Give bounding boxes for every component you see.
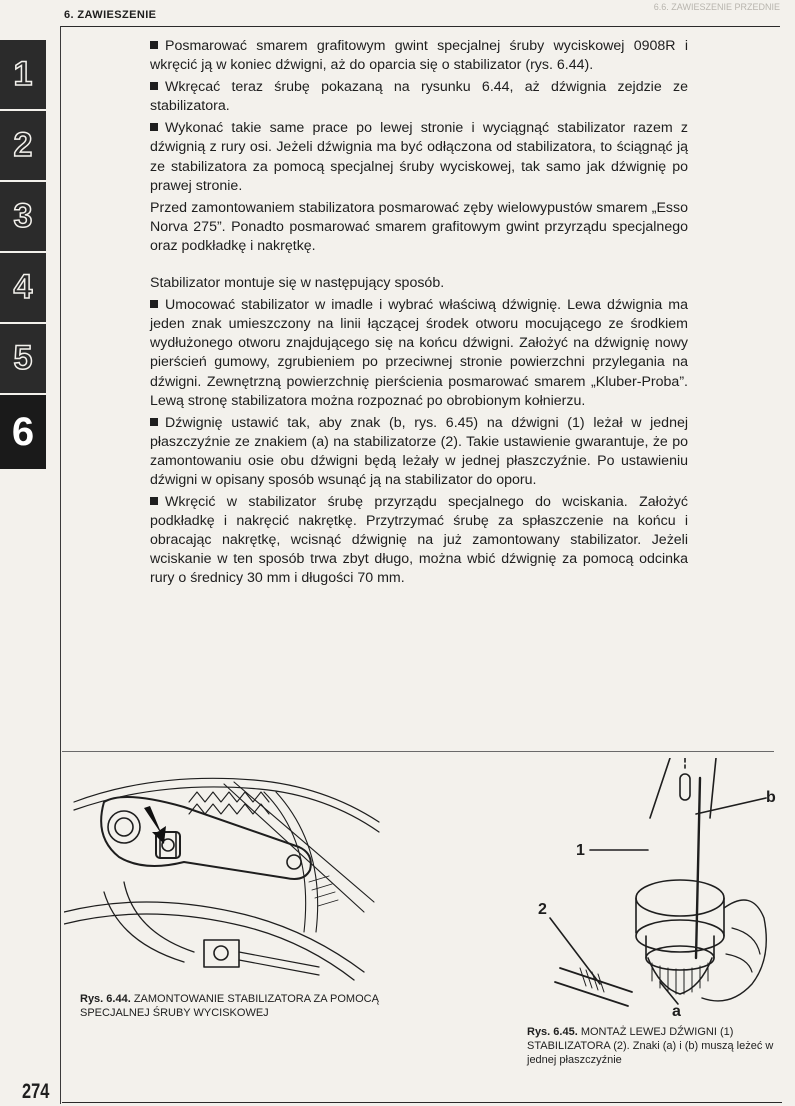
bullet-square-icon — [150, 82, 158, 90]
bleed-through-text: 6.6. ZAWIESZENIE PRZEDNIE — [653, 2, 780, 12]
paragraph: Wkręcić w stabilizator śrubę przyrządu specjalnego do wciskania. Założyć podkładkę i nakręcić nakrętkę. Przytrzymać śrubę za spłaszczenie na końcu i obracając nakrętkę, wcisnąć dźwignię na już zamontowany stabilizator. Jeżeli wciskanie w ten sposób trwa zbyt długo, można wbić dźwignię za pomocą odcinka rury o średnicy 30 mm i długości 70 mm. — [150, 494, 688, 587]
caption-number: Rys. 6.44. — [80, 993, 131, 1005]
chapter-tab-5[interactable]: 5 — [0, 324, 46, 395]
caption-text: ZAMONTOWANIE STABILIZATORA ZA POMOCĄ SPECJALNEJ ŚRUBY WYCISKOWEJ — [80, 993, 379, 1019]
figure-6-44-caption — [80, 992, 400, 1020]
paragraph: Dźwignię ustawić tak, aby znak (b, rys. 6.45) na dźwigni (1) leżał w jednej płaszczyźnie ze znakiem (a) na stabilizatorze (2). Takie ustawienie gwarantuje, że po zamontowaniu osie obu dźwigni będą leżały w jednej płaszczyźnie. Po ustawieniu dźwigni w opisany sposób wsunąć ją na stabilizator do oporu. — [150, 414, 688, 488]
body-text — [150, 37, 688, 592]
page-number: 274 — [22, 1080, 50, 1103]
figure-6-45-drawing — [520, 758, 782, 1020]
paragraph: Wkręcać teraz śrubę pokazaną na rysunku 6.44, aż dźwignia zejdzie ze stabilizatora. — [150, 79, 688, 115]
bullet-square-icon — [150, 300, 158, 308]
caption-text: MONTAŻ LEWEJ DŹWIGNI (1) STABILIZATORA (2). Znaki (a) i (b) muszą leżeć w jednej płaszczyźnie — [527, 1026, 774, 1066]
bullet-square-icon — [150, 123, 158, 131]
paragraph: Przed zamontowaniem stabilizatora posmarować zęby wielowypustów smarem „Esso Norva 275”. Ponadto posmarować smarem grafitowym gwint przyrządu specjalnego oraz podkładkę i nakrętkę. — [150, 199, 688, 254]
chapter-tabs — [0, 40, 46, 471]
chapter-title: 6. ZAWIESZENIE — [64, 9, 157, 21]
paragraph: Umocować stabilizator w imadle i wybrać właściwą dźwignię. Lewa dźwignia ma jeden znak umieszczony na linii łączącej środek otworu mocującego ze środkiem wydłużonego otworu znajdującego się na końcu dźwigni. Założyć na dźwignię nowy pierścień gumowy, zgrubieniem po przeciwnej stronie powierzchni przylegania na dźwigni. Zewnętrzną powierzchnię pierścienia posmarować smarem „Kluber-Proba”. Lewą stronę stabilizatora można rozpoznać po obrobionym kołnierzu. — [150, 297, 688, 409]
label-a: a — [672, 1003, 681, 1020]
chapter-tab-1[interactable]: 1 — [0, 40, 46, 111]
bullet-square-icon — [150, 418, 158, 426]
figure-divider — [62, 751, 774, 752]
label-b: b — [766, 789, 776, 806]
chapter-tab-2[interactable]: 2 — [0, 111, 46, 182]
chapter-tab-6-active[interactable]: 6 — [0, 395, 46, 471]
left-margin-rule — [60, 26, 61, 1104]
bullet-square-icon — [150, 41, 158, 49]
footer-rule — [62, 1102, 782, 1103]
figure-6-44-drawing — [64, 762, 384, 984]
bullet-square-icon — [150, 497, 158, 505]
figure-6-45-caption — [527, 1025, 782, 1067]
chapter-tab-3[interactable]: 3 — [0, 182, 46, 253]
paragraph: Posmarować smarem grafitowym gwint specjalnej śruby wyciskowej 0908R i wkręcić ją w koniec dźwigni, aż do oparcia się o stabilizator (rys. 6.44). — [150, 38, 688, 74]
chapter-tab-4[interactable]: 4 — [0, 253, 46, 324]
caption-number: Rys. 6.45. — [527, 1026, 578, 1038]
page-header — [60, 0, 780, 27]
paragraph: Stabilizator montuje się w następujący sposób. — [150, 275, 445, 292]
paragraph: Wykonać takie same prace po lewej stronie i wyciągnąć stabilizator razem z dźwignią z rury osi. Jeżeli dźwignia ma być odłączona od stabilizatora, to ściągnąć ją ze stabilizatora za pomocą specjalnej śruby wyciskowej, tak samo jak dźwignię po prawej stronie. — [150, 120, 688, 194]
label-1: 1 — [576, 842, 585, 859]
label-2: 2 — [538, 901, 547, 918]
